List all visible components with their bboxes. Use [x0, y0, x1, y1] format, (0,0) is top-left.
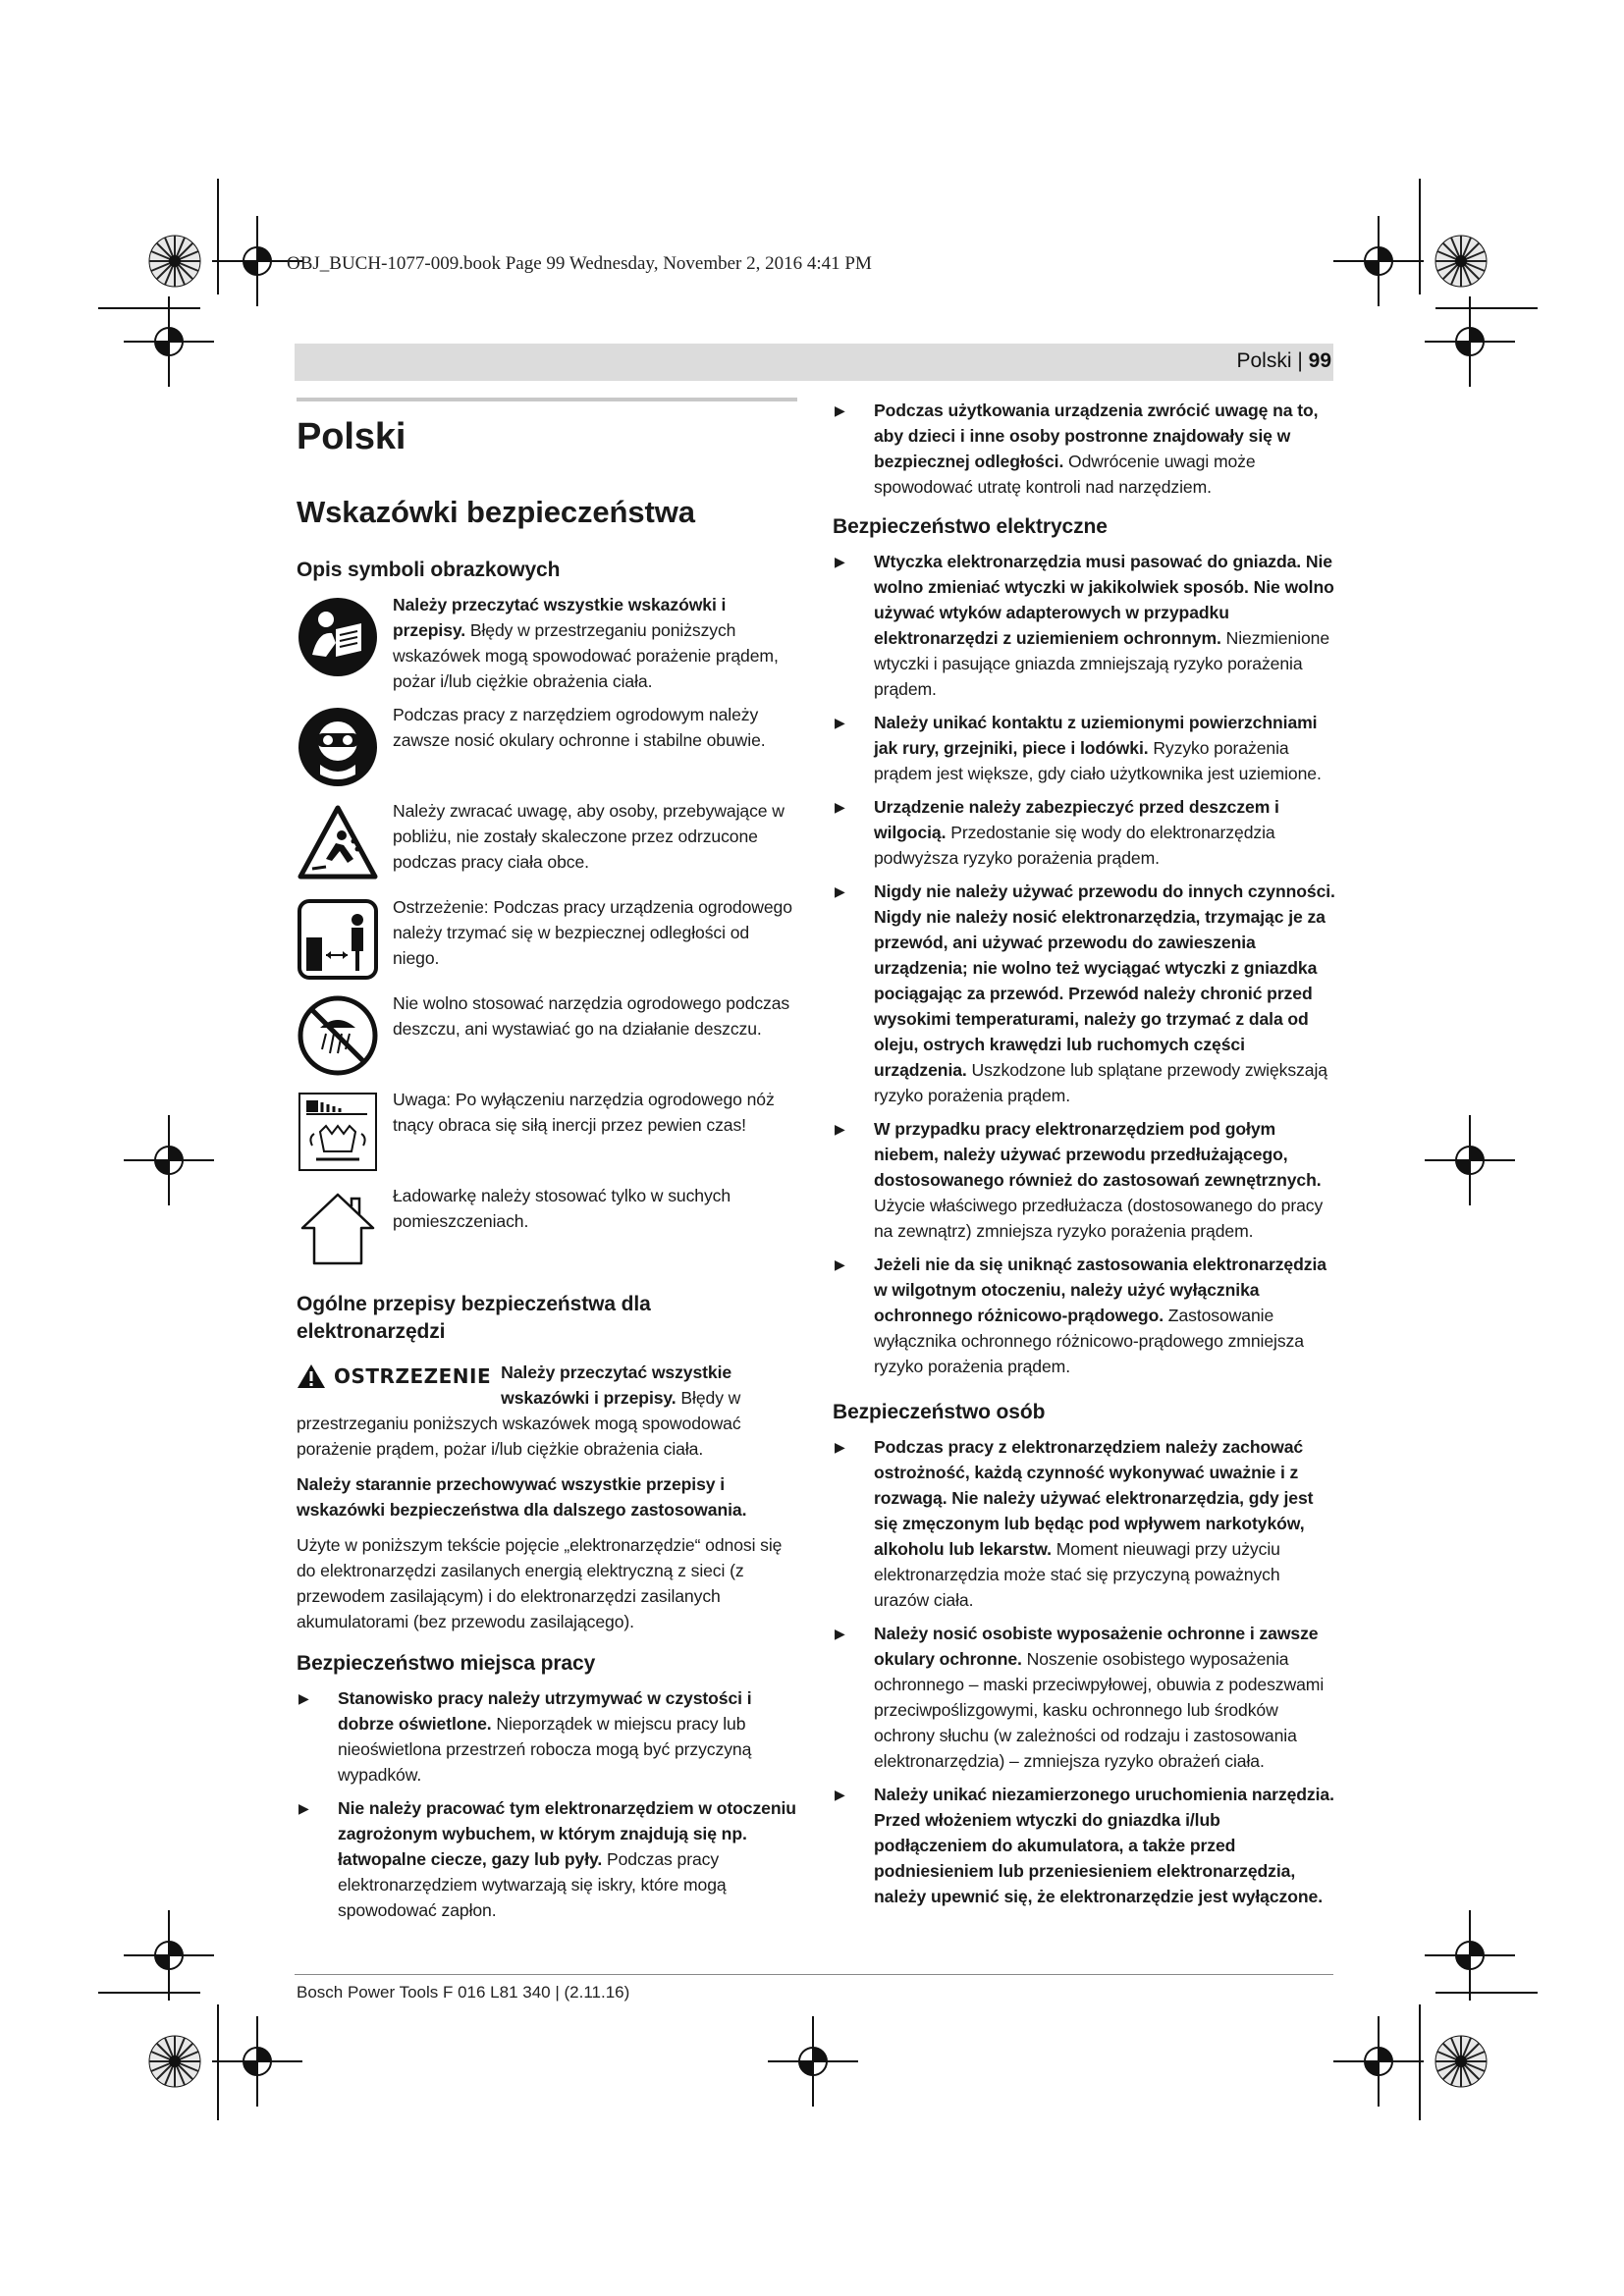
bullet-item: ▶ Stanowisko pracy należy utrzymywać w czystości i dobrze oświetlone. Nieporządek w miejscu pracy lub nieoświetlona przestrzeń robocza mogą być przyczyną wypadków. [297, 1685, 799, 1788]
symbol-item [297, 990, 799, 1079]
rotating-blade-icon [297, 1091, 379, 1173]
symbol-text: Ostrzeżenie: Podczas pracy urządzenia ogrodowego należy trzymać się w bezpiecznej odległości od niego. [393, 897, 792, 968]
bullet-item: ▶ Należy nosić osobiste wyposażenie ochronne i zawsze okulary ochronne. Noszenie osobistego wyposażenia ochronnego – maski przeciwpyłowej, obuwia z podeszwami przeciwpoślizgowymi, kasku ochronnego lub środków ochrony słuchu (w zależności od rodzaju i zastosowania elektronarzędzia) – zmniejsza ryzyko obrażeń ciała. [833, 1621, 1335, 1774]
warning-bold: Należy przeczytać wszystkie wskazówki i przepisy. [501, 1362, 732, 1408]
read-manual-icon [297, 596, 379, 678]
warning-triangle-icon [297, 1363, 326, 1389]
symbol-item [297, 1087, 799, 1175]
personal-heading: Bezpieczeństwo osób [833, 1401, 1046, 1423]
warning-text: Błędy w przestrzeganiu poniższych wskazówek mogą spowodować porażenie prądem, pożar i/lub ciężkie obrażenia ciała. [297, 1388, 741, 1459]
right-column [833, 398, 1335, 1909]
warning-badge [297, 1363, 491, 1389]
page-separator: | [1291, 349, 1309, 372]
general-heading: Ogólne przepisy bezpieczeństwa dla elektronarzędzi [297, 1293, 651, 1343]
page-section: Polski [1236, 349, 1292, 372]
symbol-item [297, 798, 799, 886]
symbol-item [297, 592, 799, 694]
bullet-item: ▶ Jeżeli nie da się uniknąć zastosowania elektronarzędzia w wilgotnym otoczeniu, należy użyć wyłącznika ochronnego różnicowo-prądowego. Zastosowanie wyłącznika ochronnego różnicowo-prądowego zmniejsza ryzyko porażenia prądem. [833, 1252, 1335, 1379]
bullet-item: ▶ Należy unikać niezamierzonego uruchomienia narzędzia. Przed włożeniem wtyczki do gniazdka i/lub podłączeniem do akumulatora, a także przed podniesieniem lub przeniesieniem elektronarzędzia, należy upewnić się, że elektronarzędzie jest wyłączone. [833, 1782, 1335, 1909]
bullet-item: ▶ Nie należy pracować tym elektronarzędziem w otoczeniu zagrożonym wybuchem, w którym znajdują się np. łatwopalne ciecze, gazy lub pyły. Podczas pracy elektronarzędziem wytwarzają się iskry, które mogą spowodować zapłon. [297, 1795, 799, 1923]
symbol-text: Należy zwracać uwagę, aby osoby, przebywające w pobliżu, nie zostały skaleczone przez odrzucone podczas pracy ciała obce. [393, 801, 785, 872]
symbol-text: Ładowarkę należy stosować tylko w suchych pomieszczeniach. [393, 1186, 731, 1231]
workplace-heading: Bezpieczeństwo miejsca pracy [297, 1652, 596, 1675]
page-label [1236, 349, 1331, 373]
warning-label: OSTRZEZENIE [334, 1364, 492, 1388]
left-column [297, 398, 799, 1923]
footer-rule [295, 1974, 1333, 1975]
print-header: OBJ_BUCH-1077-009.book Page 99 Wednesday, November 2, 2016 4:41 PM [287, 253, 872, 274]
symbol-text: Nie wolno stosować narzędzia ogrodowego podczas deszczu, ani wystawiać go na działanie deszczu. [393, 993, 790, 1039]
keep-distance-icon [297, 898, 379, 981]
bullet-item: ▶ Urządzenie należy zabezpieczyć przed deszczem i wilgocią. Przedostanie się wody do elektronarzędzia podwyższa ryzyko porażenia prądem. [833, 794, 1335, 871]
title-rule [297, 398, 797, 401]
safety-goggles-icon [297, 706, 379, 788]
header-bar [295, 344, 1333, 381]
symbol-text: Podczas pracy z narzędziem ogrodowym należy zawsze nosić okulary ochronne i stabilne obuwie. [393, 705, 766, 750]
bullet-item: ▶ Należy unikać kontaktu z uziemionymi powierzchniami jak rury, grzejniki, piece i lodówki. Ryzyko porażenia prądem jest większe, gdy ciało użytkownika jest uziemione. [833, 710, 1335, 786]
symbol-text: Należy przeczytać wszystkie wskazówki i przepisy. Błędy w przestrzeganiu poniższych wskazówek mogą spowodować porażenie prądem, pożar i/lub ciężkie obrażenia ciała. [393, 595, 779, 691]
no-rain-icon [297, 994, 379, 1077]
page-number: 99 [1308, 349, 1331, 372]
indoor-house-icon [297, 1187, 379, 1269]
bullet-item: ▶ Wtyczka elektronarzędzia musi pasować do gniazda. Nie wolno zmieniać wtyczki w jakikolwiek sposób. Nie wolno używać wtyków adapterowych w przypadku elektronarzędzi z uziemieniem ochronnym. Niezmienione wtyczki i pasujące gniazda zmniejszają ryzyko porażenia prądem. [833, 549, 1335, 702]
keep-instructions: Należy starannie przechowywać wszystkie przepisy i wskazówki bezpieczeństwa dla dalszego zastosowania. [297, 1474, 747, 1520]
bullet-item: ▶ Podczas użytkowania urządzenia zwrócić uwagę na to, aby dzieci i inne osoby postronne znajdowały się w bezpiecznej odległości. Odwrócenie uwagi może spowodować utratę kontroli nad narzędziem. [833, 398, 1335, 500]
symbol-item [297, 702, 799, 790]
footer: Bosch Power Tools F 016 L81 340 | (2.11.16) [297, 1983, 630, 2002]
definition-text: Użyte w poniższym tekście pojęcie „elektronarzędzie“ odnosi się do elektronarzędzi zasilanych energią elektryczną z sieci (z przewodem zasilającym) i do elektronarzędzi zasilanych akumulatorami (bez przewodu zasilającego). [297, 1535, 783, 1631]
bullet-item: ▶ W przypadku pracy elektronarzędziem pod gołym niebem, należy używać przewodu przedłużającego, dostosowanego również do zastosowań zewnętrznych. Użycie właściwego przedłużacza (dostosowanego do pracy na zewnątrz) zmniejsza ryzyko porażenia prądem. [833, 1116, 1335, 1244]
section-title: Wskazówki bezpieczeństwa [297, 495, 695, 529]
symbols-heading: Opis symboli obrazkowych [297, 559, 561, 581]
electrical-heading: Bezpieczeństwo elektryczne [833, 515, 1108, 538]
thrown-objects-warning-icon [297, 802, 379, 884]
warning-block [297, 1360, 799, 1462]
symbol-text: Uwaga: Po wyłączeniu narzędzia ogrodowego nóż tnący obraca się siłą inercji przez pewien czas! [393, 1090, 775, 1135]
page-title: Polski [297, 416, 406, 457]
symbol-item [297, 894, 799, 983]
bullet-item: ▶ Nigdy nie należy używać przewodu do innych czynności. Nigdy nie należy nosić elektronarzędzia, trzymając je za przewód, ani używać przewodu do zawieszenia urządzenia; nie wolno też wyciągać wtyczki z gniazdka pociągając za przewód. Przewód należy chronić przed wysokimi temperaturami, należy go trzymać z dala od oleju, ostrych krawędzi lub ruchomych części urządzenia. Uszkodzone lub splątane przewody zwiększają ryzyko porażenia prądem. [833, 879, 1335, 1108]
symbol-item [297, 1183, 799, 1271]
bullet-item: ▶ Podczas pracy z elektronarzędziem należy zachować ostrożność, każdą czynność wykonywać uważnie i z rozwagą. Nie należy używać elektronarzędzia, gdy jest się zmęczonym lub będąc pod wpływem narkotyków, alkoholu lub lekarstw. Moment nieuwagi przy użyciu elektronarzędzia może stać się przyczyną poważnych urazów ciała. [833, 1434, 1335, 1613]
